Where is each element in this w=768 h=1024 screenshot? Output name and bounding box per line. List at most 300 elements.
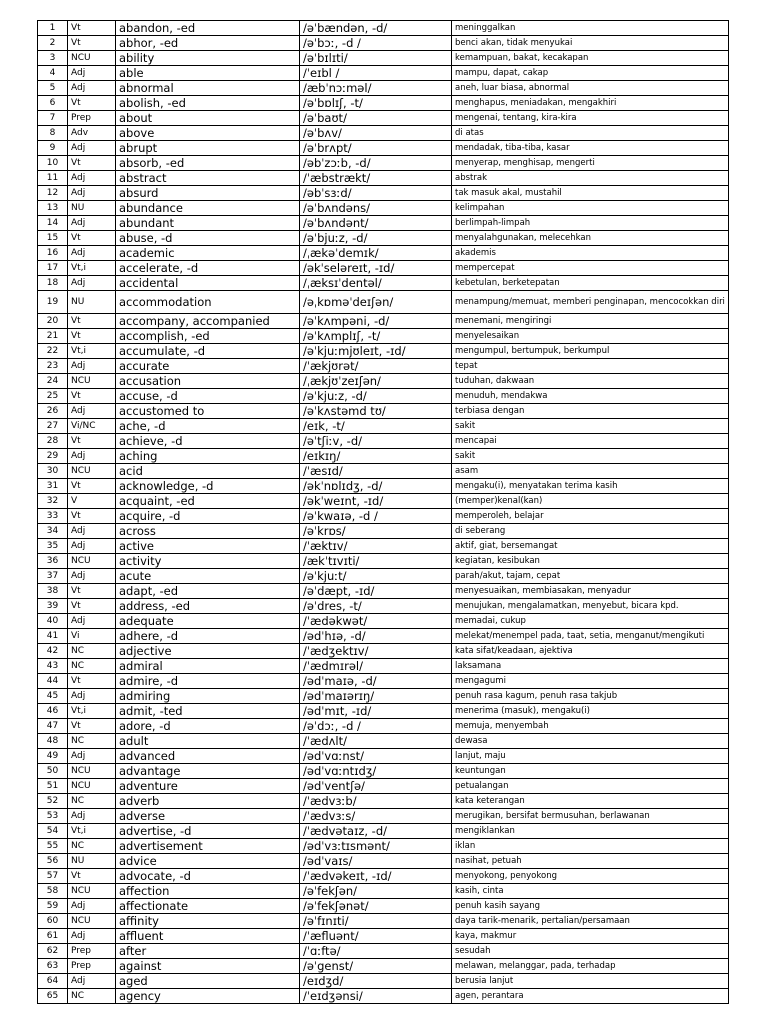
table-row [38, 479, 729, 494]
row-number-cell: 8 [38, 126, 68, 141]
word-cell: abundance [116, 201, 300, 216]
part-of-speech-cell: NCU [68, 764, 116, 779]
meaning-cell: tak masuk akal, mustahil [452, 186, 729, 201]
vocabulary-table-body [38, 21, 729, 1004]
table-row [38, 51, 729, 66]
row-number-cell: 22 [38, 344, 68, 359]
table-row [38, 96, 729, 111]
pronunciation-cell: /ədˈventʃə/ [300, 779, 452, 794]
word-cell: affinity [116, 914, 300, 929]
row-number-cell: 2 [38, 36, 68, 51]
part-of-speech-cell: Adj [68, 569, 116, 584]
part-of-speech-cell: Vt [68, 509, 116, 524]
pronunciation-cell: /ˈæsɪd/ [300, 464, 452, 479]
word-cell: accompany, accompanied [116, 314, 300, 329]
row-number-cell: 18 [38, 276, 68, 291]
word-cell: advertisement [116, 839, 300, 854]
table-row [38, 824, 729, 839]
meaning-cell: menemani, mengiringi [452, 314, 729, 329]
word-cell: across [116, 524, 300, 539]
part-of-speech-cell: Vt [68, 719, 116, 734]
table-row [38, 186, 729, 201]
meaning-cell: sakit [452, 419, 729, 434]
row-number-cell: 15 [38, 231, 68, 246]
meaning-cell: menyalahgunakan, melecehkan [452, 231, 729, 246]
table-row [38, 929, 729, 944]
pronunciation-cell: /əˈbɔː, -d / [300, 36, 452, 51]
pronunciation-cell: /əˈbaʊt/ [300, 111, 452, 126]
row-number-cell: 59 [38, 899, 68, 914]
table-row [38, 21, 729, 36]
pronunciation-cell: /əˈkjuːmjʊleɪt, -ɪd/ [300, 344, 452, 359]
table-row [38, 464, 729, 479]
word-cell: advertise, -d [116, 824, 300, 839]
part-of-speech-cell: NCU [68, 779, 116, 794]
word-cell: adhere, -d [116, 629, 300, 644]
row-number-cell: 25 [38, 389, 68, 404]
part-of-speech-cell: NU [68, 291, 116, 314]
table-row [38, 66, 729, 81]
table-row [38, 246, 729, 261]
meaning-cell: menyesuaikan, membiasakan, menyadur [452, 584, 729, 599]
part-of-speech-cell: Vt [68, 584, 116, 599]
meaning-cell: menyokong, penyokong [452, 869, 729, 884]
pronunciation-cell: /ˈɑːftə/ [300, 944, 452, 959]
row-number-cell: 54 [38, 824, 68, 839]
pronunciation-cell: /ədˈmɪt, -ɪd/ [300, 704, 452, 719]
part-of-speech-cell: Adj [68, 809, 116, 824]
pronunciation-cell: /əˈdres, -t/ [300, 599, 452, 614]
table-row [38, 509, 729, 524]
table-row [38, 779, 729, 794]
row-number-cell: 45 [38, 689, 68, 704]
word-cell: active [116, 539, 300, 554]
pronunciation-cell: /ədˈvɜːtɪsmənt/ [300, 839, 452, 854]
row-number-cell: 17 [38, 261, 68, 276]
meaning-cell: kelimpahan [452, 201, 729, 216]
pronunciation-cell: /ədˈvɑːntɪdʒ/ [300, 764, 452, 779]
part-of-speech-cell: Vt,i [68, 824, 116, 839]
pronunciation-cell: /əˈfekʃən/ [300, 884, 452, 899]
table-row [38, 374, 729, 389]
part-of-speech-cell: Adj [68, 449, 116, 464]
pronunciation-cell: /əˈkrɒs/ [300, 524, 452, 539]
part-of-speech-cell: Vt [68, 599, 116, 614]
row-number-cell: 64 [38, 974, 68, 989]
meaning-cell: dewasa [452, 734, 729, 749]
pronunciation-cell: /ˈædʌlt/ [300, 734, 452, 749]
word-cell: affection [116, 884, 300, 899]
part-of-speech-cell: Adj [68, 539, 116, 554]
pronunciation-cell: /əkˈweɪnt, -ɪd/ [300, 494, 452, 509]
part-of-speech-cell: Vt [68, 21, 116, 36]
pronunciation-cell: /ækˈtɪvɪti/ [300, 554, 452, 569]
table-row [38, 704, 729, 719]
table-row [38, 719, 729, 734]
meaning-cell: tepat [452, 359, 729, 374]
table-row [38, 689, 729, 704]
table-row [38, 659, 729, 674]
table-row [38, 884, 729, 899]
pronunciation-cell: /əbˈzɔːb, -d/ [300, 156, 452, 171]
word-cell: accustomed to [116, 404, 300, 419]
table-row [38, 869, 729, 884]
row-number-cell: 65 [38, 989, 68, 1004]
part-of-speech-cell: NU [68, 201, 116, 216]
row-number-cell: 39 [38, 599, 68, 614]
table-row [38, 449, 729, 464]
row-number-cell: 40 [38, 614, 68, 629]
table-row [38, 404, 729, 419]
part-of-speech-cell: NCU [68, 914, 116, 929]
row-number-cell: 44 [38, 674, 68, 689]
table-row [38, 749, 729, 764]
table-row [38, 216, 729, 231]
part-of-speech-cell: Vt,i [68, 261, 116, 276]
word-cell: abnormal [116, 81, 300, 96]
meaning-cell: kemampuan, bakat, kecakapan [452, 51, 729, 66]
part-of-speech-cell: Vt [68, 329, 116, 344]
row-number-cell: 55 [38, 839, 68, 854]
row-number-cell: 16 [38, 246, 68, 261]
part-of-speech-cell: Vt [68, 479, 116, 494]
word-cell: ache, -d [116, 419, 300, 434]
table-row [38, 359, 729, 374]
meaning-cell: daya tarik-menarik, pertalian/persamaan [452, 914, 729, 929]
row-number-cell: 42 [38, 644, 68, 659]
word-cell: address, -ed [116, 599, 300, 614]
word-cell: adult [116, 734, 300, 749]
word-cell: adequate [116, 614, 300, 629]
table-row [38, 291, 729, 314]
meaning-cell: mengagumi [452, 674, 729, 689]
row-number-cell: 63 [38, 959, 68, 974]
pronunciation-cell: /ˈædʒektɪv/ [300, 644, 452, 659]
part-of-speech-cell: Vt [68, 231, 116, 246]
table-row [38, 614, 729, 629]
table-row [38, 854, 729, 869]
vocabulary-table [37, 20, 729, 1004]
pronunciation-cell: /ˌæksɪˈdentəl/ [300, 276, 452, 291]
pronunciation-cell: /ˈædvɜːb/ [300, 794, 452, 809]
pronunciation-cell: /ˌækjʊˈzeɪʃən/ [300, 374, 452, 389]
row-number-cell: 32 [38, 494, 68, 509]
pronunciation-cell: /əˈbʌv/ [300, 126, 452, 141]
meaning-cell: mengenai, tentang, kira-kira [452, 111, 729, 126]
row-number-cell: 12 [38, 186, 68, 201]
row-number-cell: 24 [38, 374, 68, 389]
meaning-cell: penuh rasa kagum, penuh rasa takjub [452, 689, 729, 704]
meaning-cell: laksamana [452, 659, 729, 674]
meaning-cell: sesudah [452, 944, 729, 959]
meaning-cell: di atas [452, 126, 729, 141]
pronunciation-cell: /ˈædmɪrəl/ [300, 659, 452, 674]
part-of-speech-cell: NC [68, 659, 116, 674]
pronunciation-cell: /eɪkɪŋ/ [300, 449, 452, 464]
part-of-speech-cell: Prep [68, 111, 116, 126]
table-row [38, 494, 729, 509]
pronunciation-cell: /eɪk, -t/ [300, 419, 452, 434]
row-number-cell: 28 [38, 434, 68, 449]
pronunciation-cell: /əˈkʌstəmd tʊ/ [300, 404, 452, 419]
pronunciation-cell: /əbˈsɜːd/ [300, 186, 452, 201]
part-of-speech-cell: NCU [68, 554, 116, 569]
part-of-speech-cell: Adj [68, 974, 116, 989]
word-cell: able [116, 66, 300, 81]
part-of-speech-cell: NCU [68, 464, 116, 479]
table-row [38, 231, 729, 246]
row-number-cell: 62 [38, 944, 68, 959]
part-of-speech-cell: Vi [68, 629, 116, 644]
word-cell: accidental [116, 276, 300, 291]
pronunciation-cell: /əˈkwaɪə, -d / [300, 509, 452, 524]
table-row [38, 989, 729, 1004]
meaning-cell: mendadak, tiba-tiba, kasar [452, 141, 729, 156]
row-number-cell: 33 [38, 509, 68, 524]
table-row [38, 764, 729, 779]
row-number-cell: 3 [38, 51, 68, 66]
row-number-cell: 9 [38, 141, 68, 156]
row-number-cell: 34 [38, 524, 68, 539]
part-of-speech-cell: Vt [68, 96, 116, 111]
row-number-cell: 41 [38, 629, 68, 644]
meaning-cell: mampu, dapat, cakap [452, 66, 729, 81]
part-of-speech-cell: Adj [68, 246, 116, 261]
meaning-cell: berusia lanjut [452, 974, 729, 989]
meaning-cell: abstrak [452, 171, 729, 186]
part-of-speech-cell: NCU [68, 374, 116, 389]
part-of-speech-cell: Adj [68, 749, 116, 764]
pronunciation-cell: /əˈkʌmplɪʃ, -t/ [300, 329, 452, 344]
word-cell: acquaint, -ed [116, 494, 300, 509]
word-cell: about [116, 111, 300, 126]
row-number-cell: 52 [38, 794, 68, 809]
word-cell: affectionate [116, 899, 300, 914]
pronunciation-cell: /əˈfɪnɪti/ [300, 914, 452, 929]
part-of-speech-cell: Adj [68, 141, 116, 156]
row-number-cell: 46 [38, 704, 68, 719]
pronunciation-cell: /ədˈmaɪə, -d/ [300, 674, 452, 689]
part-of-speech-cell: Adj [68, 186, 116, 201]
part-of-speech-cell: Adj [68, 81, 116, 96]
row-number-cell: 60 [38, 914, 68, 929]
table-row [38, 959, 729, 974]
part-of-speech-cell: Adj [68, 171, 116, 186]
word-cell: adverse [116, 809, 300, 824]
word-cell: aged [116, 974, 300, 989]
word-cell: advanced [116, 749, 300, 764]
part-of-speech-cell: NC [68, 734, 116, 749]
meaning-cell: mengumpul, bertumpuk, berkumpul [452, 344, 729, 359]
word-cell: admit, -ted [116, 704, 300, 719]
word-cell: abuse, -d [116, 231, 300, 246]
part-of-speech-cell: Adj [68, 359, 116, 374]
word-cell: agency [116, 989, 300, 1004]
meaning-cell: mengaku(i), menyatakan terima kasih [452, 479, 729, 494]
row-number-cell: 14 [38, 216, 68, 231]
word-cell: accelerate, -d [116, 261, 300, 276]
row-number-cell: 51 [38, 779, 68, 794]
pronunciation-cell: /əˌkɒməˈdeɪʃən/ [300, 291, 452, 314]
part-of-speech-cell: Vt [68, 156, 116, 171]
table-row [38, 329, 729, 344]
meaning-cell: iklan [452, 839, 729, 854]
word-cell: acid [116, 464, 300, 479]
meaning-cell: menghapus, meniadakan, mengakhiri [452, 96, 729, 111]
part-of-speech-cell: Vt [68, 314, 116, 329]
meaning-cell: kegiatan, kesibukan [452, 554, 729, 569]
pronunciation-cell: /ədˈhɪə, -d/ [300, 629, 452, 644]
part-of-speech-cell: Vt [68, 434, 116, 449]
pronunciation-cell: /ˌækəˈdemɪk/ [300, 246, 452, 261]
pronunciation-cell: /əˈbɒlɪʃ, -t/ [300, 96, 452, 111]
meaning-cell: kata sifat/keadaan, ajektiva [452, 644, 729, 659]
meaning-cell: mempercepat [452, 261, 729, 276]
meaning-cell: merugikan, bersifat bermusuhan, berlawanan [452, 809, 729, 824]
table-row [38, 674, 729, 689]
row-number-cell: 4 [38, 66, 68, 81]
row-number-cell: 13 [38, 201, 68, 216]
meaning-cell: menyerap, menghisap, mengerti [452, 156, 729, 171]
pronunciation-cell: /əˈbʌndənt/ [300, 216, 452, 231]
part-of-speech-cell: Vt [68, 389, 116, 404]
table-row [38, 156, 729, 171]
word-cell: acute [116, 569, 300, 584]
word-cell: above [116, 126, 300, 141]
meaning-cell: mencapai [452, 434, 729, 449]
table-row [38, 201, 729, 216]
meaning-cell: melawan, melanggar, pada, terhadap [452, 959, 729, 974]
word-cell: academic [116, 246, 300, 261]
row-number-cell: 36 [38, 554, 68, 569]
meaning-cell: meninggalkan [452, 21, 729, 36]
pronunciation-cell: /əˈkjuːz, -d/ [300, 389, 452, 404]
meaning-cell: mengiklankan [452, 824, 729, 839]
row-number-cell: 5 [38, 81, 68, 96]
pronunciation-cell: /ˈækjʊrət/ [300, 359, 452, 374]
row-number-cell: 11 [38, 171, 68, 186]
row-number-cell: 21 [38, 329, 68, 344]
meaning-cell: memadai, cukup [452, 614, 729, 629]
word-cell: abstract [116, 171, 300, 186]
meaning-cell: benci akan, tidak menyukai [452, 36, 729, 51]
row-number-cell: 23 [38, 359, 68, 374]
meaning-cell: menuduh, mendakwa [452, 389, 729, 404]
part-of-speech-cell: NCU [68, 884, 116, 899]
word-cell: abolish, -ed [116, 96, 300, 111]
table-row [38, 524, 729, 539]
table-row [38, 839, 729, 854]
meaning-cell: berlimpah-limpah [452, 216, 729, 231]
row-number-cell: 7 [38, 111, 68, 126]
pronunciation-cell: /əˈkʌmpəni, -d/ [300, 314, 452, 329]
table-row [38, 434, 729, 449]
row-number-cell: 56 [38, 854, 68, 869]
row-number-cell: 57 [38, 869, 68, 884]
word-cell: advice [116, 854, 300, 869]
pronunciation-cell: /ˈeɪdʒənsi/ [300, 989, 452, 1004]
pronunciation-cell: /əˈbændən, -d/ [300, 21, 452, 36]
table-row [38, 809, 729, 824]
row-number-cell: 61 [38, 929, 68, 944]
part-of-speech-cell: NC [68, 989, 116, 1004]
part-of-speech-cell: Adj [68, 899, 116, 914]
meaning-cell: lanjut, maju [452, 749, 729, 764]
word-cell: achieve, -d [116, 434, 300, 449]
part-of-speech-cell: Adj [68, 276, 116, 291]
row-number-cell: 30 [38, 464, 68, 479]
word-cell: admiring [116, 689, 300, 704]
part-of-speech-cell: Prep [68, 959, 116, 974]
meaning-cell: petualangan [452, 779, 729, 794]
pronunciation-cell: /ˈæbstrækt/ [300, 171, 452, 186]
pronunciation-cell: /ədˈmaɪərɪŋ/ [300, 689, 452, 704]
row-number-cell: 37 [38, 569, 68, 584]
table-row [38, 539, 729, 554]
table-row [38, 126, 729, 141]
part-of-speech-cell: NC [68, 794, 116, 809]
word-cell: absurd [116, 186, 300, 201]
meaning-cell: menujukan, mengalamatkan, menyebut, bicara kpd. [452, 599, 729, 614]
pronunciation-cell: /əkˈnɒlɪdʒ, -d/ [300, 479, 452, 494]
pronunciation-cell: /əˈtʃiːv, -d/ [300, 434, 452, 449]
word-cell: accumulate, -d [116, 344, 300, 359]
meaning-cell: memperoleh, belajar [452, 509, 729, 524]
word-cell: acquire, -d [116, 509, 300, 524]
word-cell: activity [116, 554, 300, 569]
part-of-speech-cell: Adj [68, 614, 116, 629]
row-number-cell: 38 [38, 584, 68, 599]
part-of-speech-cell: Prep [68, 944, 116, 959]
word-cell: abandon, -ed [116, 21, 300, 36]
meaning-cell: menyelesaikan [452, 329, 729, 344]
part-of-speech-cell: Vt [68, 36, 116, 51]
meaning-cell: penuh kasih sayang [452, 899, 729, 914]
meaning-cell: memuja, menyembah [452, 719, 729, 734]
word-cell: after [116, 944, 300, 959]
word-cell: affluent [116, 929, 300, 944]
pronunciation-cell: /ˈeɪbl / [300, 66, 452, 81]
table-row [38, 794, 729, 809]
word-cell: abundant [116, 216, 300, 231]
part-of-speech-cell: Adv [68, 126, 116, 141]
meaning-cell: aktif, giat, bersemangat [452, 539, 729, 554]
part-of-speech-cell: Adj [68, 689, 116, 704]
pronunciation-cell: /əˈbʌndəns/ [300, 201, 452, 216]
row-number-cell: 6 [38, 96, 68, 111]
row-number-cell: 31 [38, 479, 68, 494]
meaning-cell: nasihat, petuah [452, 854, 729, 869]
table-row [38, 111, 729, 126]
pronunciation-cell: /əˈbrʌpt/ [300, 141, 452, 156]
part-of-speech-cell: Adj [68, 929, 116, 944]
table-row [38, 899, 729, 914]
row-number-cell: 35 [38, 539, 68, 554]
table-row [38, 569, 729, 584]
table-row [38, 171, 729, 186]
meaning-cell: tuduhan, dakwaan [452, 374, 729, 389]
word-cell: accuse, -d [116, 389, 300, 404]
word-cell: aching [116, 449, 300, 464]
row-number-cell: 20 [38, 314, 68, 329]
table-row [38, 141, 729, 156]
word-cell: adjective [116, 644, 300, 659]
pronunciation-cell: /ədˈvɑːnst/ [300, 749, 452, 764]
row-number-cell: 53 [38, 809, 68, 824]
part-of-speech-cell: Adj [68, 404, 116, 419]
pronunciation-cell: /ˈæktɪv/ [300, 539, 452, 554]
word-cell: absorb, -ed [116, 156, 300, 171]
